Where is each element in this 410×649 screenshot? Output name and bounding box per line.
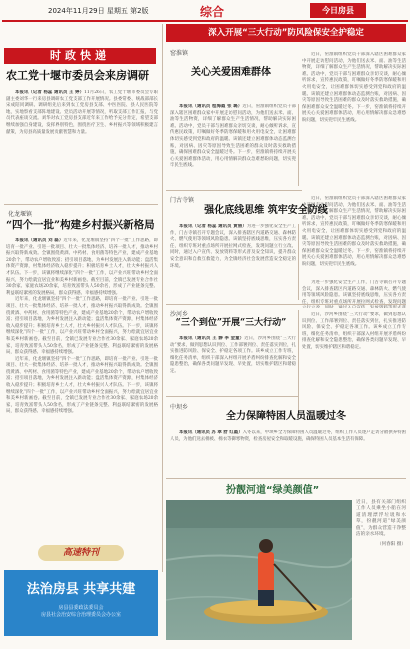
section-title: 综合	[200, 5, 225, 19]
ad-block	[4, 570, 158, 636]
article-body-nonggong: 本报讯（记者 杨蕊 通讯员 王 婷）11月26日，农工党十堰市委员会专职副主委刘华一行来房县调研农工党支部工作开展情况。县委常委、统战部部长宋成陪同调研。调研组先后来到农工党房县支部、中医医院、县人民医院等地，实地察看支部阵地建设、党员活动开展等情况，听取支部工作汇报，与党员代表座谈交流。刘华对农工党房县支部近年来工作给予充分肯定，希望支部继续加强自身建设，发挥界别特色，围绕医疗卫生、乡村振兴等领域积极建言献策，为房县高质量发展贡献智慧和力量。	[6, 90, 158, 135]
article-body-menguisi-1: 本报讯（记者 杨蕊 通讯员 黄丽）为进一步强化安全生产工作，门古寺镇召开专题会议，深入排查辖区内道路交通、森林防火、燃气使用等领域风险隐患。该镇坚持底线思维，压实各方责任，组织专班对重点场所开展拉网式检查，发现问题立行立改。同时，通过入户宣传、发放资料等形式普及安全知识，提升群众安全意识和自救互救能力，为全镇经济社会发展营造安全稳定的环境。	[170, 224, 296, 269]
newspaper-logo: 今日房县	[310, 3, 366, 18]
article-title-shahe: “三个到位”开展“三大行动”	[175, 318, 287, 328]
masthead-rule	[2, 20, 408, 22]
article-title-hualongyan: “四个一批”构建乡村振兴新格局	[6, 219, 155, 231]
article-kicker-zhongba: 中坝乡	[170, 404, 189, 411]
article-body-shahe-2: 近日，沙河乡围绕“三大行动”要求，做到思想认识到位、工作部署到位、责任落实到位，扎实推进防风险、保安全、护稳定各项工作。该乡成立工作专班，细化任务清单，组织干部深入村组开展矛盾纠纷排查化解和安全隐患整治，确保各类问题早发现、早处置，切实维护辖区和谐稳定。	[302, 312, 406, 350]
article-title-zhongba: 全力保障特困人员温暖过冬	[226, 411, 346, 422]
section-header-news: 时政快递	[4, 48, 156, 64]
article-title-nonggong: 农工党十堰市委员会来房调研	[6, 69, 149, 82]
photo-caption-text: 近日，县有关部门组织工作人员乘坐小船在河道清理漂浮垃圾和水草，扮靓河道“绿美颜值”，为群众营造干净整洁的亲水环境。	[356, 500, 406, 538]
article-body-shahe-1: 本报讯（通讯员 王 静 李 金童）近日，沙河乡围绕“三大行动”要求，做到思想认识到位、工作部署到位、责任落实到位，扎实推进防风险、保安全、护稳定各项工作。该乡成立工作专班，细化任务清单，组织干部深入村组开展矛盾纠纷排查化解和安全隐患整治，确保各类问题早发现、早处置，切实维护辖区和谐稳定。	[170, 336, 296, 374]
photo-title: 扮靓河道“绿美颜值”	[226, 485, 320, 496]
article-kicker-menguisi: 门古寺镇	[170, 197, 195, 204]
ad-label: 高速特刊	[38, 545, 124, 561]
article-kicker-shahe: 沙河乡	[170, 311, 189, 318]
column-rule	[298, 310, 299, 416]
column-rule	[298, 104, 299, 186]
article-body-yaohuai-1: 本报讯（通讯员 程海霞 张 璐）近日，窑淮镇组织党员干部深入辖区困难群众家中开展走访慰问活动，为他们送去米、面、油等生活物资，详细了解群众生产生活情况，帮助解决实际困难。活动中，党员干部与困难群众亲切交谈，耐心倾听诉求，宣传惠民政策，叮嘱做好冬季防寒保暖和用火用电安全，让困难群体切实感受到党和政府的温暖。该镇还建立困难群体动态监测台账，对因病、因灾等原因导致生活困难的群众及时落实救助措施，确保困难群众安全温暖过冬。下一步，窑淮镇将持续开展关心关爱困难群体活动，用心用情解决群众急难愁盼问题，切实兜牢民生底线。	[170, 104, 296, 169]
article-byline: 本报讯（通讯员 苏 翠 舒 红霞）	[179, 430, 243, 435]
article-body-yaohuai-3: 近日，窑淮镇组织党员干部深入辖区困难群众家中开展走访慰问活动，为他们送去米、面、油等生活物资，详细了解群众生产生活情况，帮助解决实际困难。活动中，党员干部与困难群众亲切交谈，耐心倾听诉求，宣传惠民政策，叮嘱做好冬季防寒保暖和用火用电安全，让困难群体切实感受到党和政府的温暖。该镇还建立困难群体动态监测台账，对因病、因灾等原因导致生活困难的群众及时落实救助措施，确保困难群众安全温暖过冬。下一步，窑淮镇将持续开展关心关爱困难群体活动，用心用情解决群众急难愁盼问题，切实兜牢民生底线。	[302, 196, 406, 267]
photo-caption	[356, 500, 406, 630]
ad-decoration	[38, 540, 128, 560]
ad-subtitle: 房县县委政法委员会 房县社会治安综合治理委员会办公室	[40, 605, 121, 618]
river-photo-image	[166, 500, 352, 640]
photo-credit: （何春阳 摄）	[376, 542, 406, 548]
article-body-zhongba: 本报讯（通讯员 苏 翠 舒 红霞）入冬以来，中坝乡全力保障特困人员温暖过冬，组织工作人员逐户走访分散供养特困人员，为他们送去棉被、棉衣等御寒物资，检查房屋安全和取暖设施，确保特困人员基本生活有保障。	[170, 430, 406, 442]
article-title: 关心关爱困难群体	[191, 67, 271, 78]
article-byline: 本报讯（通讯员 刘 磊）	[15, 238, 64, 243]
article-title-menguisi: 强化底线思维 筑牢安全防线	[204, 205, 328, 216]
article-body-menguisi-2: 为进一步强化安全生产工作，门古寺镇召开专题会议，深入排查辖区内道路交通、森林防火、燃气使用等领域风险隐患。该镇坚持底线思维，压实各方责任，组织专班对重点场所开展拉网式检查，发现问题	[302, 280, 406, 305]
divider	[166, 396, 298, 397]
article-kicker-hualongyan: 化龙堰镇	[8, 211, 33, 218]
photo-river-cleanup	[166, 500, 352, 640]
column-rule	[298, 224, 299, 300]
divider	[166, 304, 406, 305]
divider	[166, 190, 302, 191]
article-byline: 本报讯（记者 杨蕊 通讯员 王 婷）	[15, 90, 85, 95]
column-rule	[162, 24, 163, 572]
article-body-yaohuai-2: 近日，窑淮镇组织党员干部深入辖区困难群众家中开展走访慰问活动，为他们送去米、面、油等生活物资，详细了解群众生产生活情况，帮助解决实际困难。活动中，党员干部与困难群众亲切交谈，耐心倾听诉求，宣传惠民政策，叮嘱做好冬季防寒保暖和用火用电安全，让困难群体切实感受到党和政府的温暖。该镇还建立困难群体动态监测台账，对因病、因灾等原因导致生活困难的群众及时落实救助措施，确保困难群众安全温暖过冬。下一步，窑淮镇将持续开展关心关爱困难群体活动，用心用情解决群众急难愁盼问题，切实兜牢民生底线。	[302, 52, 406, 123]
issue-date: 2024年11月29日 星期五 第2版	[48, 7, 149, 15]
article-byline: 本报讯（通讯员 程海霞 张 璐）	[179, 104, 243, 109]
article-body-hualongyan: 本报讯（通讯员 刘 磊）近年来，化龙堰镇坚持“四个一批”工作思路，即培育一批产业、引进一批项目、壮大一批集体经济、培养一批人才，推动乡村振兴取得新成效。全镇围绕黄酒、中药材、食用菌等特色产业，建成产业基地20余个，带动农户增收致富；招引项目落地，为乡村发展注入新动能；盘活集体资产资源，村集体经济收入稳步提升；积极培育乡土人才，壮大乡村振兴人才队伍。下一步，该镇将继续深化“四个一批”工作，以产业兴旺带动乡村全面振兴，努力绘就宜居宜业和美乡村新画卷。截至目前，全镇已发展专业合作社30余家、家庭农场20余家，培育致富带头人50余名，形成了产业链条完整、利益联结紧密的发展格局，群众获得感、幸福感持续增强。 近年来，化龙堰镇坚持“四个一批”工作思路，即培育一批产业、引进一批项目、壮大一批集体经济、培养一批人才，推动乡村振兴取得新成效。全镇围绕黄酒、中药材、食用菌等特色产业，建成产业基地20余个，带动农户增收致富；招引项目落地，为乡村发展注入新动能；盘活集体资产资源，村集体经济收入稳步提升；积极培育乡土人才，壮大乡村振兴人才队伍。下一步，该镇将继续深化“四个一批”工作，以产业兴旺带动乡村全面振兴，努力绘就宜居宜业和美乡村新画卷。截至目前，全镇已发展专业合作社30余家、家庭农场20余家，培育致富带头人50余名，形成了产业链条完整、利益联结紧密的发展格局，群众获得感、幸福感持续增强。 近年来，化龙堰镇坚持“四个一批”工作思路，即培育一批产业、引进一批项目、壮大一批集体经济、培养一批人才，推动乡村振兴取得新成效。全镇围绕黄酒、中药材、食用菌等特色产业，建成产业基地20余个，带动农户增收致富；招引项目落地，为乡村发展注入新动能；盘活集体资产资源，村集体经济收入稳步提升；积极培育乡土人才，壮大乡村振兴人才队伍。下一步，该镇将继续深化“四个一批”工作，以产业兴旺带动乡村全面振兴，努力绘就宜居宜业和美乡村新画卷。截至目前，全镇已发展专业合作社30余家、家庭农场20余家，培育致富带头人50余名，形成了产业链条完整、利益联结紧密的发展格局，群众获得感、幸福感持续增强。	[6, 238, 158, 415]
topic-banner: 深入开展“三大行动”防风险保安全护稳定	[166, 24, 406, 42]
article-kicker: 窑淮镇	[170, 50, 189, 57]
divider	[4, 204, 158, 205]
article-byline: 本报讯（通讯员 王 静 李 金童）	[179, 336, 245, 341]
ad-title: 法治房县 共享共建	[26, 582, 136, 597]
photo-title-bar	[166, 478, 406, 498]
article-byline: 本报讯（记者 杨蕊 通讯员 黄丽）	[179, 224, 247, 229]
